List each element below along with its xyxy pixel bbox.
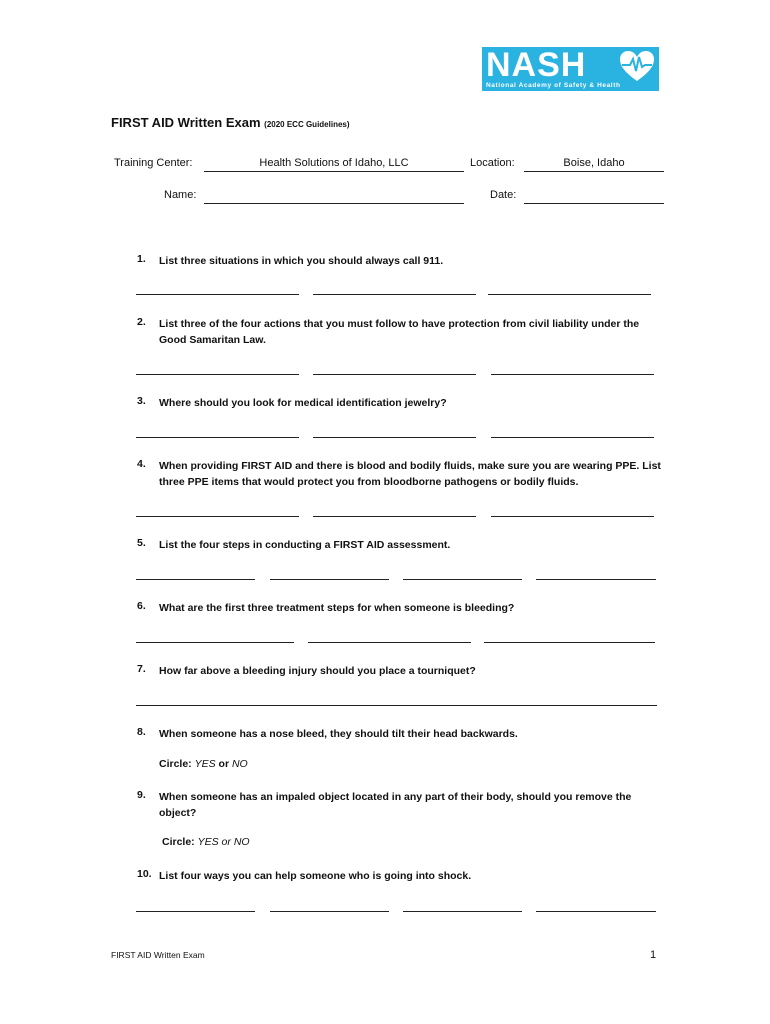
question-number: 10.: [137, 868, 152, 880]
heart-icon: [618, 49, 656, 83]
answer-line[interactable]: [136, 437, 299, 438]
exam-subtitle: (2020 ECC Guidelines): [264, 120, 350, 129]
answer-line[interactable]: [308, 642, 471, 643]
answer-line[interactable]: [313, 374, 476, 375]
name-label: Name:: [164, 189, 197, 201]
circle-choice: [159, 758, 248, 770]
question-number: 4.: [137, 458, 146, 470]
answer-line[interactable]: [403, 579, 522, 580]
no-option[interactable]: NO: [233, 836, 250, 848]
question-text: When providing FIRST AID and there is blood and bodily fluids, make sure you are wearing PPE. List three PPE items that would protect you from bloodborne pathogens or bodily fluids.: [159, 460, 661, 488]
answer-line[interactable]: [136, 642, 294, 643]
question-text: When someone has an impaled object located in any part of their body, should you remove the object?: [159, 791, 632, 819]
training-center-field[interactable]: Health Solutions of Idaho, LLC: [204, 157, 464, 172]
answer-line[interactable]: [136, 911, 255, 912]
answer-line[interactable]: [491, 374, 654, 375]
question-number: 7.: [137, 663, 146, 675]
or-text: or: [218, 758, 230, 770]
question-number: 9.: [137, 789, 146, 801]
footer-text: FIRST AID Written Exam: [111, 950, 205, 960]
circle-label: Circle:: [162, 836, 195, 848]
answer-line[interactable]: [313, 516, 476, 517]
question-text: List the four steps in conducting a FIRST AID assessment.: [159, 539, 451, 551]
question-number: 6.: [137, 600, 146, 612]
answer-line[interactable]: [403, 911, 522, 912]
answer-line[interactable]: [136, 516, 299, 517]
date-field[interactable]: [524, 189, 664, 204]
logo-tagline: National Academy of Safety & Health: [486, 82, 621, 89]
yes-option[interactable]: YES: [194, 758, 216, 770]
date-label: Date:: [490, 189, 517, 201]
question-number: 5.: [137, 537, 146, 549]
answer-line[interactable]: [136, 579, 255, 580]
question-text: How far above a bleeding injury should you place a tourniquet?: [159, 665, 476, 677]
answer-line[interactable]: [484, 642, 655, 643]
answer-line[interactable]: [313, 437, 476, 438]
page-number: 1: [650, 949, 657, 961]
question-number: 3.: [137, 395, 146, 407]
question-text: When someone has a nose bleed, they should tilt their head backwards.: [159, 728, 518, 740]
page-title: [111, 115, 350, 130]
location-label: Location:: [470, 157, 515, 169]
yes-option[interactable]: YES: [197, 836, 219, 848]
location-field[interactable]: Boise, Idaho: [524, 157, 664, 172]
answer-line[interactable]: [536, 579, 656, 580]
no-option[interactable]: NO: [231, 758, 248, 770]
question-text: Where should you look for medical identification jewelry?: [159, 397, 447, 409]
question-text: List three situations in which you should always call 911.: [159, 255, 444, 267]
answer-line[interactable]: [313, 294, 476, 295]
answer-line[interactable]: [136, 374, 299, 375]
question-number: 8.: [137, 726, 146, 738]
circle-choice: [162, 836, 250, 848]
question-text: List four ways you can help someone who is going into shock.: [159, 870, 472, 882]
circle-label: Circle:: [159, 758, 192, 770]
question-number: 2.: [137, 316, 146, 328]
or-text: or: [221, 836, 231, 848]
answer-line[interactable]: [270, 911, 389, 912]
logo-letters: NASH: [486, 46, 587, 84]
answer-line[interactable]: [136, 705, 657, 706]
nash-logo: [482, 47, 659, 91]
name-field[interactable]: [204, 189, 464, 204]
answer-line[interactable]: [270, 579, 389, 580]
answer-line[interactable]: [488, 294, 651, 295]
answer-line[interactable]: [136, 294, 299, 295]
question-text: List three of the four actions that you must follow to have protection from civil liability under the Good Samaritan Law.: [159, 318, 640, 346]
exam-title: FIRST AID Written Exam: [111, 115, 261, 130]
question-text: What are the first three treatment steps for when someone is bleeding?: [159, 602, 515, 614]
answer-line[interactable]: [491, 516, 654, 517]
question-number: 1.: [137, 253, 146, 265]
training-center-label: Training Center:: [114, 157, 193, 169]
answer-line[interactable]: [536, 911, 656, 912]
answer-line[interactable]: [491, 437, 654, 438]
